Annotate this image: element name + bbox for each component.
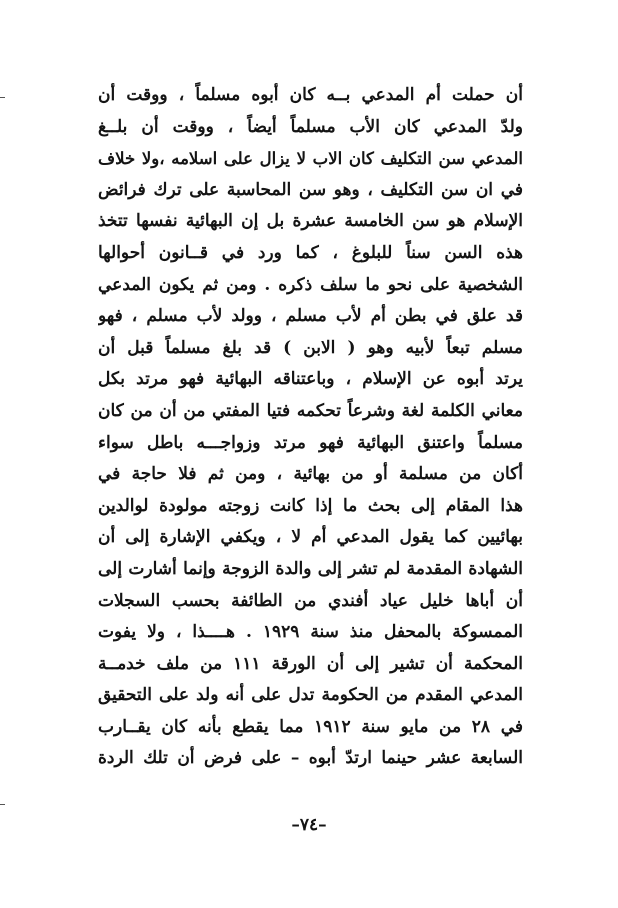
text-line: المدعي سن التكليف كان الاب لا يزال على اسلامه ،ولا خلاف xyxy=(98,149,523,169)
text-line: في ان سن التكليف ، وهو سن المحاسبة على ترك فرائض xyxy=(98,179,523,200)
body-text xyxy=(98,80,523,775)
text-line: قد علق في بطن أم لأب مسلم ، وولد لأب مسلم ، فهو xyxy=(98,306,523,327)
text-line: أكان من مسلمة أو من بهائية ، ومن ثم فلا حاجة في xyxy=(98,464,523,485)
text-line: في ٢٨ من مايو سنة ١٩١٢ مما يقطع بأنه كان يقــارب xyxy=(98,716,523,737)
text-line: المحكمة أن تشير إلى أن الورقة ١١١ من ملف خدمــة xyxy=(98,653,523,674)
text-line: ولدّ المدعي كان الأب مسلماً أيضاً ، ووقت أن بلــغ xyxy=(98,116,523,137)
page-number: –٧٤– xyxy=(291,815,327,835)
text-line: أن حملت أم المدعي بــه كان أبوه مسلماً ، ووقت أن xyxy=(98,85,523,105)
text-line: المدعي المقدم من الحكومة تدل على أنه ولد على التحقيق xyxy=(98,685,523,706)
text-line: يرتد أبوه عن الإسلام ، وباعتناقه البهائية فهو مرتد بكل xyxy=(98,369,523,390)
text-line: الشخصية على نحو ما سلف ذكره . ومن ثم يكون المدعي xyxy=(98,274,523,295)
text-line: معاني الكلمة لغة وشرعاً تحكمه فتيا المفتي من أن من كان xyxy=(98,400,523,421)
margin-mark xyxy=(0,804,5,805)
text-line: بهائيين كما يقول المدعي أم لا ، ويكفي الإشارة إلى أن xyxy=(98,527,523,548)
text-line: أن أباها خليل عياد أفندي من الطائفة بحسب السجلات xyxy=(98,590,523,611)
margin-mark xyxy=(0,97,5,98)
text-line: السابعة عشر حينما ارتدّ أبوه – على فرض أن تلك الردة xyxy=(98,748,523,769)
text-line: الممسوكة بالمحفل منذ سنة ١٩٢٩ . هــــذا ، ولا يفوت xyxy=(98,622,523,643)
text-line: الإسلام هو سن الخامسة عشرة بل إن البهائية نفسها تتخذ xyxy=(98,211,523,232)
text-line: هذه السن سناً للبلوغ ، كما ورد في قــانون أحوالها xyxy=(98,242,523,263)
text-line: هذا المقام إلى بحث ما إذا كانت زوجته مولودة لوالدين xyxy=(98,495,523,516)
text-line: مسلم تبعاً لأبيه وهو ( الابن ) قد بلغ مسلماً قبل أن xyxy=(98,337,523,358)
text-line: الشهادة المقدمة لم تشر إلى والدة الزوجة وإنما أشارت إلى xyxy=(98,558,523,579)
text-line: مسلماً واعتنق البهائية فهو مرتد وزواجـــه باطل سواء xyxy=(98,432,523,453)
